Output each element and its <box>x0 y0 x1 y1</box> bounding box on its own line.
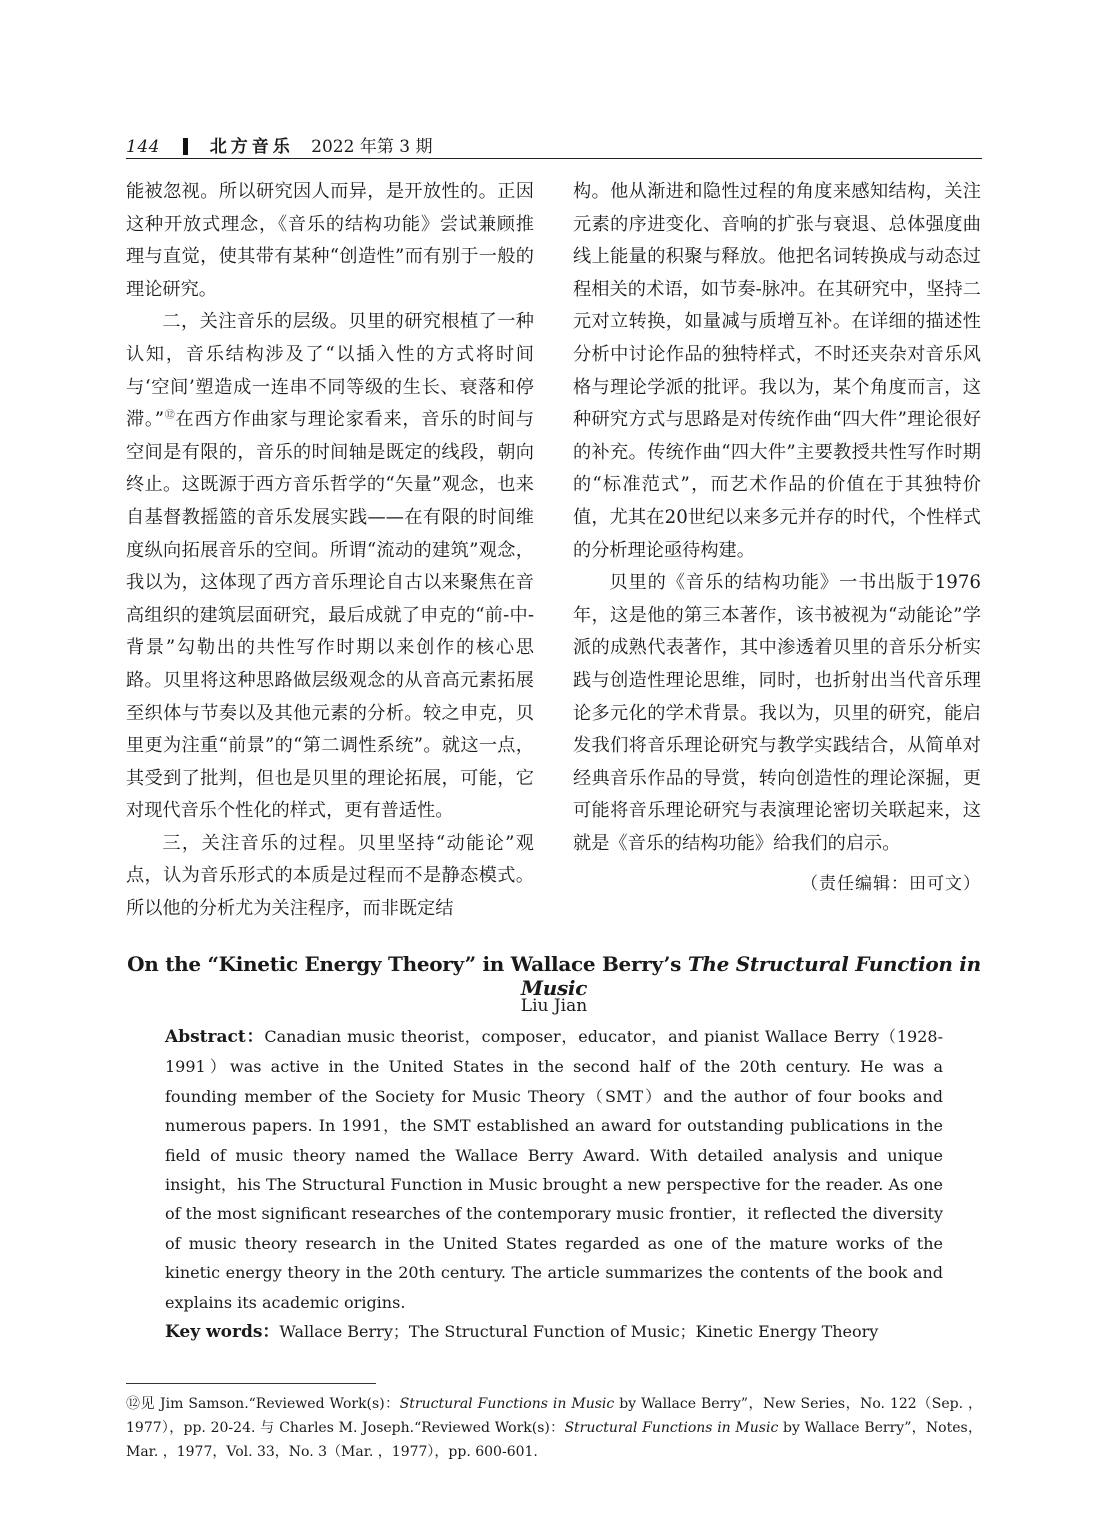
paragraph: 能被忽视。所以研究因人而异，是开放性的。正因这种开放式理念，《音乐的结构功能》尝试兼顾推理与直觉，使其带有某种“创造性”而有别于一般的理论研究。 <box>126 181 534 300</box>
paragraph: 构。他从渐进和隐性过程的角度来感知结构，关注元素的序进变化、音响的扩张与衰退、总体强度曲线上能量的积聚与释放。他把名词转换成与动态过程相关的术语，如节奏-脉冲。在其研究中，坚持二元对立转换，如量减与质增互补。在详细的描述性分析中讨论作品的独特样式，不时还夹杂对音乐风格与理论学派的批评。我以为，某个角度而言，这种研究方式与思路是对传统作曲“四大件”理论很好的补充。传统作曲“四大件”主要教授共性写作时期的“标准范式”，而艺术作品的价值在于其独特价值，尤其在20世纪以来多元并存的时代，个性样式的分析理论亟待构建。 <box>573 181 981 561</box>
right-column <box>573 176 981 901</box>
abstract-paragraph <box>165 1022 943 1317</box>
title-text: On the “Kinetic Energy Theory” in Wallace Berry’s <box>127 952 688 976</box>
footnote-rule <box>126 1383 376 1384</box>
header-divider-bar <box>183 138 188 155</box>
paragraph: 三，关注音乐的过程。贝里坚持“动能论”观点，认为音乐形式的本质是过程而不是静态模式。所以他的分析尤为关注程序，而非既定结 <box>126 832 534 920</box>
left-column <box>126 176 534 926</box>
abstract-text: Canadian music theorist，composer，educator，and pianist Wallace Berry（1928-1991）was active in the United States in the second half of the 20th century. He was a founding member of the Society for Music Theory（SMT）and the author of four books and numerous papers. In 1991，the SMT established an award for outstanding publications in the field of music theory named the Wallace Berry Award. With detailed analysis and unique insight，his The Structural Function in Music brought a new perspective for the reader. As one of the most significant researches of the contemporary music frontier，it reflected the diversity of music theory research in the United States regarded as one of the mature works of the kinetic energy theory in the 20th century. The article summarizes the contents of the book and explains its academic origins. <box>165 1027 943 1312</box>
paragraph-text: 二，关注音乐的层级。贝里的研究根植了一种认知，音乐结构涉及了“以插入性的方式将时间与‘空间’塑造成一连串不同等级的生长、衰落和停滞。” <box>126 311 534 431</box>
keywords-text: Wallace Berry；The Structural Function of Music；Kinetic Energy Theory <box>279 1322 879 1342</box>
footnote-part: by Wallace Berry”，Notes，Mar. ，1977，Vol. 33，No. 3（Mar. ，1977），pp. 600-601. <box>126 1420 983 1460</box>
page-number: 144 <box>126 137 160 157</box>
title-italic: The Structural Function in Music <box>520 952 981 1000</box>
header-rule <box>126 158 982 159</box>
paragraph-text: 在西方作曲家与理论家看来，音乐的时间与空间是有限的，音乐的时间轴是既定的线段，朝向终止。这既源于西方音乐哲学的“矢量”观念，也来自基督教摇篮的音乐发展实践——在有限的时间维度纵向拓展音乐的空间。所谓“流动的建筑”观念，我以为，这体现了西方音乐理论自古以来聚焦在音高组织的建筑层面研究，最后成就了申克的“前-中-背景”勾勒出的共性写作时期以来创作的核心思路。贝里将这种思路做层级观念的从音高元素拓展至织体与节奏以及其他元素的分析。较之申克，贝里更为注重“前景”的“第二调性系统”。就这一点，其受到了批判，但也是贝里的理论拓展，可能，它对现代音乐个性化的样式，更有普适性。 <box>126 409 534 822</box>
footnote-italic: Structural Functions in Music <box>564 1420 779 1436</box>
footnote-text <box>126 1392 982 1464</box>
abstract-label: Abstract： <box>165 1027 265 1047</box>
english-abstract <box>165 1022 943 1347</box>
journal-name: 北方音乐 <box>209 137 294 157</box>
footnote-italic: Structural Functions in Music <box>399 1396 615 1412</box>
english-title <box>126 952 982 1000</box>
paragraph: 贝里的《音乐的结构功能》一书出版于1976年，这是他的第三本著作，该书被视为“动能论”学派的成熟代表著作，其中渗透着贝里的音乐分析实践与创造性理论思维，同时，也折射出当代音乐理论多元化的学术背景。我以为，贝里的研究，能启发我们将音乐理论研究与教学实践结合，从简单对经典音乐作品的导赏，转向创造性的理论深掘，更可能将音乐理论研究与表演理论密切关联起来，这就是《音乐的结构功能》给我们的启示。 <box>573 572 981 854</box>
keywords-paragraph <box>165 1317 943 1347</box>
editor-credit: （责任编辑：田可文） <box>801 874 981 895</box>
footnote <box>126 1392 982 1464</box>
footnote-marker: ⑫ <box>164 410 176 422</box>
keywords-label: Key words： <box>165 1322 280 1343</box>
footnote-part: ⑫见 Jim Samson.“Reviewed Work(s)： <box>126 1396 400 1412</box>
running-header <box>126 132 982 158</box>
author-name: Liu Jian <box>520 996 588 1016</box>
footnote-part: by Wallace Berry”，New Series，No. 122（Sep. ，1977），pp. 20-24. 与 Charles M. Joseph.“Reviewed Work(s)： <box>126 1396 983 1436</box>
issue-label: 2022 年第 3 期 <box>311 137 433 157</box>
paragraph <box>126 306 534 828</box>
